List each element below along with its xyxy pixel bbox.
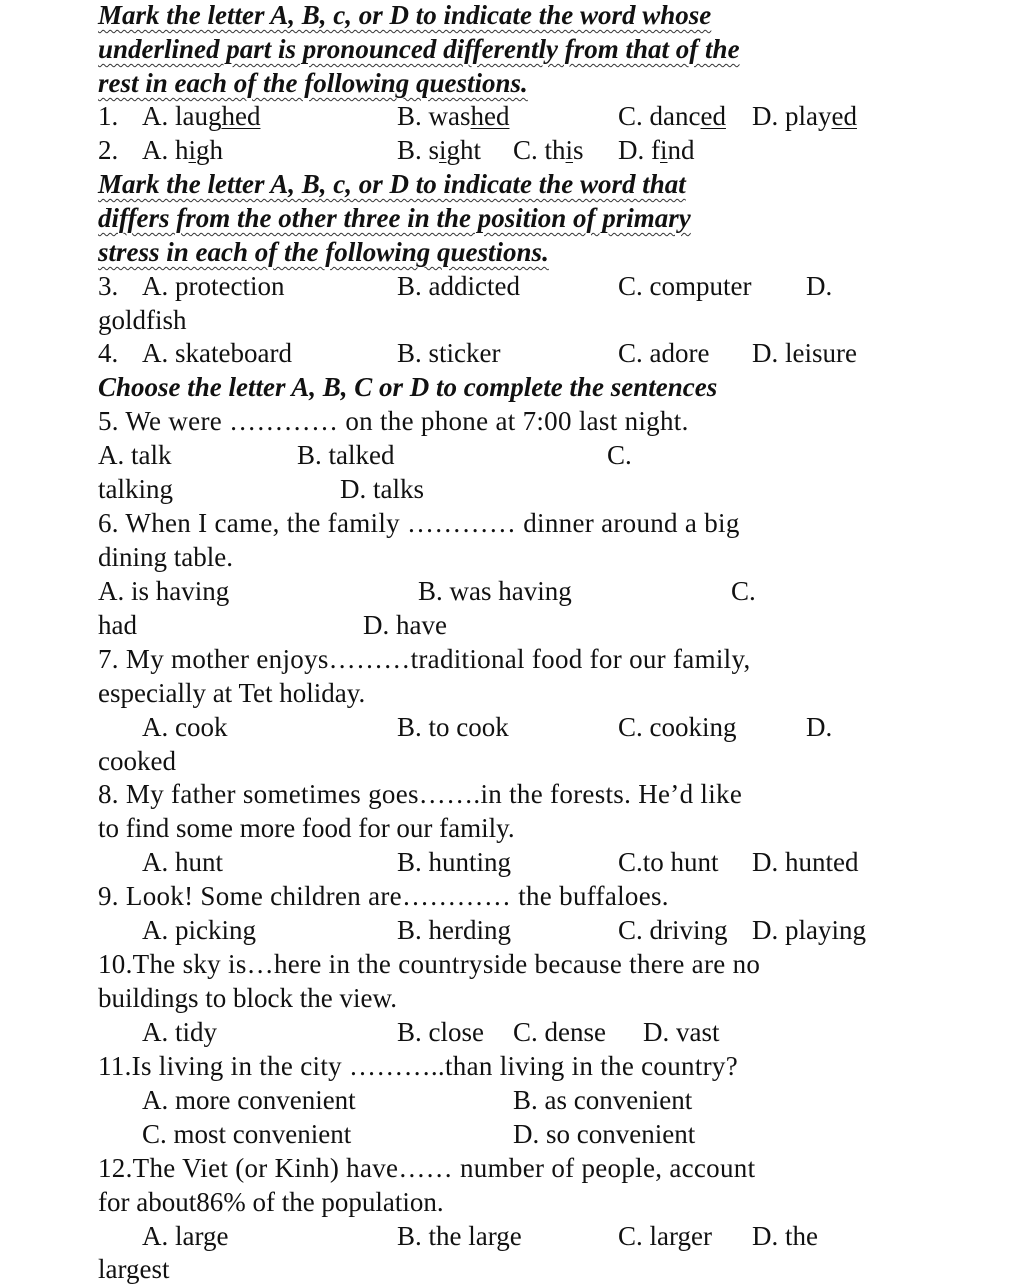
q2-c-rest: s: [573, 135, 584, 165]
q12-stem-line-1: 12.The Viet (or Kinh) have…… number of people, account: [98, 1153, 756, 1183]
q3-option-d-continued: goldfish: [98, 305, 187, 335]
q1-option-b: [397, 99, 509, 133]
q12-option-d: D. the: [752, 1221, 818, 1251]
q7-option-b: B. to cook: [397, 712, 509, 742]
q12-stem-line-2: for about86% of the population.: [98, 1187, 444, 1217]
q7-option-a: A. cook: [142, 712, 228, 742]
q9-stem: 9. Look! Some children are………… the buffaloes.: [98, 881, 669, 911]
q6-option-c-continued: had: [98, 610, 137, 640]
section-heading-pronunciation-line-2: underlined part is pronounced differently from that of the: [98, 34, 740, 64]
q4-option-d: D. leisure: [752, 338, 857, 368]
q8-option-a: A. hunt: [142, 847, 223, 877]
q2-a-rest: gh: [196, 135, 224, 165]
q5-option-a: A. talk: [98, 440, 172, 470]
q9-option-d: D. playing: [752, 915, 866, 945]
q2-b-rest: ght: [446, 135, 482, 165]
q2-c-text: C. th: [513, 135, 566, 165]
q2-b-text: B. s: [397, 135, 440, 165]
q5-option-b: B. talked: [297, 440, 395, 470]
q8-option-c: C.to hunt: [618, 847, 719, 877]
q7-stem-line-2: especially at Tet holiday.: [98, 678, 366, 708]
section-heading-pronunciation-line-1: Mark the letter A, B, c, or D to indicate the word whose: [98, 0, 712, 30]
section-heading-grammar: Choose the letter A, B, C or D to complete the sentences: [98, 372, 718, 402]
q2-d-rest: nd: [667, 135, 695, 165]
q3-option-a: A. protection: [142, 271, 285, 301]
q6-option-a: A. is having: [98, 576, 230, 606]
q2-option-a: [142, 133, 223, 167]
q5-stem: 5. We were ………… on the phone at 7:00 last night.: [98, 406, 689, 436]
q12-option-a: A. large: [142, 1221, 229, 1251]
q7-option-d-continued: cooked: [98, 746, 176, 776]
section-heading-stress-line-1: Mark the letter A, B, c, or D to indicate the word that: [98, 169, 686, 199]
q8-stem-line-2: to find some more food for our family.: [98, 813, 515, 843]
q1-c-underlined: ed: [700, 101, 726, 131]
q1-d-underlined: ed: [831, 101, 857, 131]
q1-option-d: [752, 99, 857, 133]
q12-option-c: C. larger: [618, 1221, 712, 1251]
q4-option-c: C. adore: [618, 338, 710, 368]
q6-option-b: B. was having: [418, 576, 572, 606]
q4-option-a: A. skateboard: [142, 338, 292, 368]
q3-option-d: D.: [806, 271, 833, 301]
q7-stem-line-1: 7. My mother enjoys………traditional food for our family,: [98, 644, 751, 674]
q11-stem: 11.Is living in the city ………..than living in the country?: [98, 1051, 739, 1081]
q2-option-d: [618, 133, 695, 167]
q8-stem-line-1: 8. My father sometimes goes…….in the forests. He’d like: [98, 779, 743, 809]
q5-option-c: C.: [607, 440, 632, 470]
q11-option-a: A. more convenient: [142, 1085, 356, 1115]
section-heading-stress-line-2: differs from the other three in the position of primary: [98, 203, 691, 233]
q6-option-d: D. have: [363, 610, 447, 640]
q2-d-underlined: i: [660, 135, 668, 165]
q2-a-text: A. h: [142, 135, 189, 165]
q2-b-underlined: i: [439, 135, 447, 165]
q9-option-c: C. driving: [618, 915, 728, 945]
q6-stem-line-2: dining table.: [98, 542, 233, 572]
q10-stem-line-1: 10.The sky is…here in the countryside because there are no: [98, 949, 761, 979]
q10-option-b: B. close: [397, 1017, 484, 1047]
q11-option-b: B. as convenient: [513, 1085, 693, 1115]
q1-number: 1.: [98, 101, 119, 131]
q8-option-d: D. hunted: [752, 847, 859, 877]
q10-option-d: D. vast: [643, 1017, 720, 1047]
q9-option-a: A. picking: [142, 915, 256, 945]
q8-option-b: B. hunting: [397, 847, 512, 877]
q7-option-d: D.: [806, 712, 833, 742]
q3-number: 3.: [98, 271, 119, 301]
q11-option-c: C. most convenient: [142, 1119, 352, 1149]
q4-option-b: B. sticker: [397, 338, 501, 368]
q5-option-d: D. talks: [340, 474, 424, 504]
q9-option-b: B. herding: [397, 915, 511, 945]
q1-c-text: C. danc: [618, 101, 701, 131]
q10-stem-line-2: buildings to block the view.: [98, 983, 397, 1013]
q2-number: 2.: [98, 135, 119, 165]
q2-option-b: [397, 133, 481, 167]
q2-c-underlined: i: [565, 135, 574, 165]
q1-d-text: D. play: [752, 101, 832, 131]
q5-option-c-continued: talking: [98, 474, 173, 504]
q1-a-underlined: hed: [221, 101, 261, 131]
q7-option-c: C. cooking: [618, 712, 737, 742]
q12-option-b: B. the large: [397, 1221, 522, 1251]
q1-b-underlined: hed: [470, 101, 510, 131]
q6-stem-line-1: 6. When I came, the family ………… dinner around a big: [98, 508, 740, 538]
q2-d-text: D. f: [618, 135, 660, 165]
q12-option-d-continued: largest: [98, 1254, 170, 1284]
q3-option-c: C. computer: [618, 271, 752, 301]
q2-option-c: [513, 133, 584, 167]
q1-a-text: A. laug: [142, 101, 222, 131]
section-heading-pronunciation-line-3: rest in each of the following questions.: [98, 68, 528, 98]
q1-option-a: [142, 99, 260, 133]
q11-option-d: D. so convenient: [513, 1119, 696, 1149]
q10-option-a: A. tidy: [142, 1017, 218, 1047]
q10-option-c: C. dense: [513, 1017, 606, 1047]
q6-option-c: C.: [731, 576, 756, 606]
q4-number: 4.: [98, 338, 119, 368]
q2-a-underlined: i: [188, 135, 197, 165]
section-heading-stress-line-3: stress in each of the following questions.: [98, 237, 549, 267]
q1-option-c: [618, 99, 726, 133]
q3-option-b: B. addicted: [397, 271, 520, 301]
q1-b-text: B. was: [397, 101, 471, 131]
